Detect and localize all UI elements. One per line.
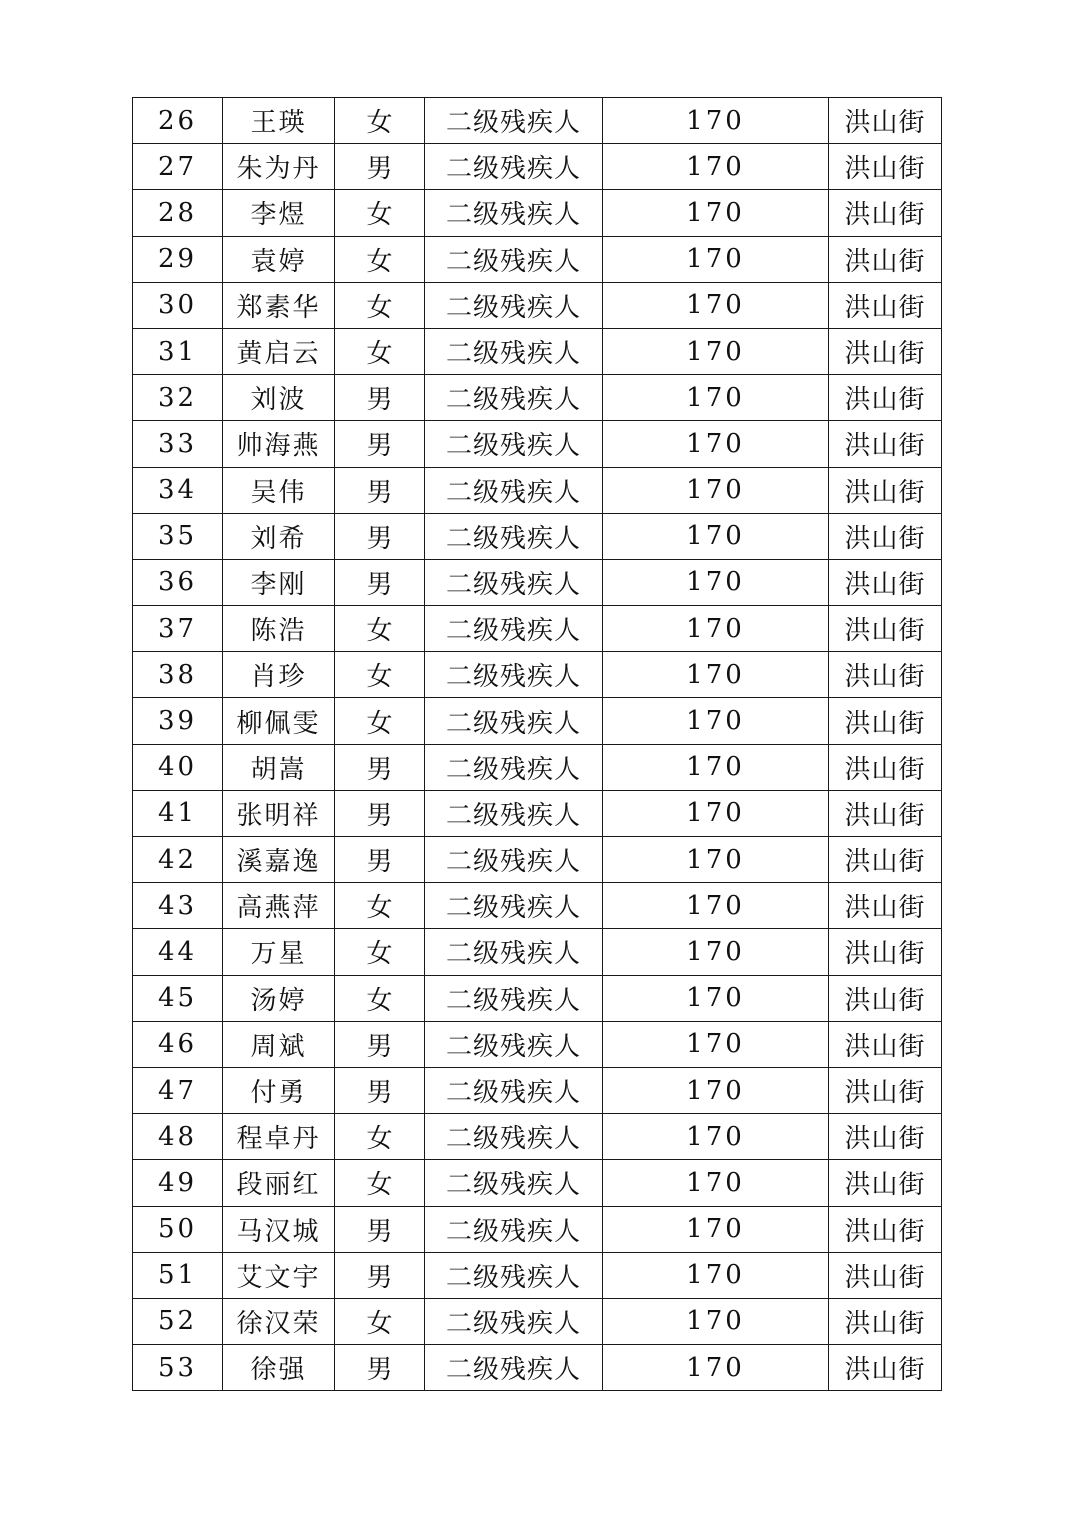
- table-row: [133, 652, 942, 698]
- amount-cell: 170: [603, 698, 829, 744]
- amount-cell: 170: [603, 421, 829, 467]
- row-number-cell: 26: [133, 98, 223, 144]
- street-cell: 洪山街: [829, 98, 942, 144]
- disability-level-cell: 二级残疾人: [425, 837, 603, 883]
- amount-cell: 170: [603, 1345, 829, 1391]
- document-page: [132, 97, 942, 1391]
- amount-cell: 170: [603, 513, 829, 559]
- name-cell: 万星: [223, 929, 335, 975]
- row-number-cell: 46: [133, 1021, 223, 1067]
- street-cell: 洪山街: [829, 328, 942, 374]
- row-number-cell: 33: [133, 421, 223, 467]
- street-cell: 洪山街: [829, 236, 942, 282]
- disability-level-cell: 二级残疾人: [425, 1114, 603, 1160]
- gender-cell: 女: [335, 883, 425, 929]
- disability-level-cell: 二级残疾人: [425, 652, 603, 698]
- gender-cell: 男: [335, 467, 425, 513]
- street-cell: 洪山街: [829, 1345, 942, 1391]
- gender-cell: 男: [335, 375, 425, 421]
- disability-level-cell: 二级残疾人: [425, 606, 603, 652]
- amount-cell: 170: [603, 190, 829, 236]
- disability-level-cell: 二级残疾人: [425, 1345, 603, 1391]
- name-cell: 刘希: [223, 513, 335, 559]
- row-number-cell: 32: [133, 375, 223, 421]
- row-number-cell: 39: [133, 698, 223, 744]
- disability-level-cell: 二级残疾人: [425, 1206, 603, 1252]
- row-number-cell: 52: [133, 1298, 223, 1344]
- row-number-cell: 50: [133, 1206, 223, 1252]
- name-cell: 吴伟: [223, 467, 335, 513]
- amount-cell: 170: [603, 975, 829, 1021]
- table-row: [133, 1298, 942, 1344]
- street-cell: 洪山街: [829, 975, 942, 1021]
- row-number-cell: 35: [133, 513, 223, 559]
- street-cell: 洪山街: [829, 1160, 942, 1206]
- row-number-cell: 30: [133, 282, 223, 328]
- street-cell: 洪山街: [829, 559, 942, 605]
- disability-level-cell: 二级残疾人: [425, 698, 603, 744]
- disability-level-cell: 二级残疾人: [425, 513, 603, 559]
- row-number-cell: 51: [133, 1252, 223, 1298]
- table-row: [133, 559, 942, 605]
- name-cell: 胡嵩: [223, 744, 335, 790]
- amount-cell: 170: [603, 1252, 829, 1298]
- name-cell: 袁婷: [223, 236, 335, 282]
- disability-level-cell: 二级残疾人: [425, 790, 603, 836]
- table-row: [133, 421, 942, 467]
- amount-cell: 170: [603, 282, 829, 328]
- row-number-cell: 42: [133, 837, 223, 883]
- street-cell: 洪山街: [829, 375, 942, 421]
- disability-level-cell: 二级残疾人: [425, 190, 603, 236]
- row-number-cell: 34: [133, 467, 223, 513]
- row-number-cell: 40: [133, 744, 223, 790]
- table-row: [133, 467, 942, 513]
- amount-cell: 170: [603, 1114, 829, 1160]
- amount-cell: 170: [603, 652, 829, 698]
- row-number-cell: 38: [133, 652, 223, 698]
- street-cell: 洪山街: [829, 1252, 942, 1298]
- street-cell: 洪山街: [829, 282, 942, 328]
- street-cell: 洪山街: [829, 744, 942, 790]
- table-row: [133, 1252, 942, 1298]
- amount-cell: 170: [603, 883, 829, 929]
- disability-level-cell: 二级残疾人: [425, 98, 603, 144]
- row-number-cell: 37: [133, 606, 223, 652]
- gender-cell: 男: [335, 1206, 425, 1252]
- name-cell: 高燕萍: [223, 883, 335, 929]
- gender-cell: 男: [335, 1067, 425, 1113]
- name-cell: 徐汉荣: [223, 1298, 335, 1344]
- gender-cell: 男: [335, 421, 425, 467]
- disability-level-cell: 二级残疾人: [425, 744, 603, 790]
- street-cell: 洪山街: [829, 1206, 942, 1252]
- disability-level-cell: 二级残疾人: [425, 559, 603, 605]
- disability-level-cell: 二级残疾人: [425, 1298, 603, 1344]
- name-cell: 汤婷: [223, 975, 335, 1021]
- table-row: [133, 606, 942, 652]
- street-cell: 洪山街: [829, 698, 942, 744]
- gender-cell: 男: [335, 1345, 425, 1391]
- street-cell: 洪山街: [829, 837, 942, 883]
- name-cell: 王瑛: [223, 98, 335, 144]
- amount-cell: 170: [603, 1160, 829, 1206]
- name-cell: 张明祥: [223, 790, 335, 836]
- name-cell: 帅海燕: [223, 421, 335, 467]
- table-row: [133, 328, 942, 374]
- gender-cell: 男: [335, 144, 425, 190]
- amount-cell: 170: [603, 375, 829, 421]
- row-number-cell: 41: [133, 790, 223, 836]
- disability-level-cell: 二级残疾人: [425, 236, 603, 282]
- table-row: [133, 144, 942, 190]
- table-row: [133, 790, 942, 836]
- gender-cell: 男: [335, 559, 425, 605]
- table-row: [133, 98, 942, 144]
- disability-level-cell: 二级残疾人: [425, 375, 603, 421]
- roster-table-body: [133, 98, 942, 1391]
- street-cell: 洪山街: [829, 513, 942, 559]
- table-row: [133, 698, 942, 744]
- table-row: [133, 1160, 942, 1206]
- street-cell: 洪山街: [829, 1067, 942, 1113]
- gender-cell: 女: [335, 190, 425, 236]
- street-cell: 洪山街: [829, 1114, 942, 1160]
- amount-cell: 170: [603, 744, 829, 790]
- gender-cell: 女: [335, 1114, 425, 1160]
- gender-cell: 女: [335, 652, 425, 698]
- name-cell: 肖珍: [223, 652, 335, 698]
- name-cell: 段丽红: [223, 1160, 335, 1206]
- table-row: [133, 1114, 942, 1160]
- gender-cell: 男: [335, 513, 425, 559]
- table-row: [133, 929, 942, 975]
- name-cell: 黄启云: [223, 328, 335, 374]
- row-number-cell: 43: [133, 883, 223, 929]
- name-cell: 徐强: [223, 1345, 335, 1391]
- gender-cell: 女: [335, 929, 425, 975]
- street-cell: 洪山街: [829, 883, 942, 929]
- table-row: [133, 837, 942, 883]
- street-cell: 洪山街: [829, 467, 942, 513]
- table-row: [133, 883, 942, 929]
- street-cell: 洪山街: [829, 144, 942, 190]
- disability-level-cell: 二级残疾人: [425, 144, 603, 190]
- gender-cell: 女: [335, 1298, 425, 1344]
- row-number-cell: 44: [133, 929, 223, 975]
- amount-cell: 170: [603, 1206, 829, 1252]
- table-row: [133, 190, 942, 236]
- street-cell: 洪山街: [829, 929, 942, 975]
- amount-cell: 170: [603, 559, 829, 605]
- gender-cell: 男: [335, 790, 425, 836]
- amount-cell: 170: [603, 790, 829, 836]
- name-cell: 朱为丹: [223, 144, 335, 190]
- amount-cell: 170: [603, 144, 829, 190]
- gender-cell: 男: [335, 744, 425, 790]
- row-number-cell: 27: [133, 144, 223, 190]
- amount-cell: 170: [603, 236, 829, 282]
- gender-cell: 男: [335, 1252, 425, 1298]
- name-cell: 马汉城: [223, 1206, 335, 1252]
- disability-level-cell: 二级残疾人: [425, 883, 603, 929]
- roster-table: [132, 97, 942, 1391]
- table-row: [133, 375, 942, 421]
- street-cell: 洪山街: [829, 1021, 942, 1067]
- street-cell: 洪山街: [829, 1298, 942, 1344]
- amount-cell: 170: [603, 1021, 829, 1067]
- street-cell: 洪山街: [829, 606, 942, 652]
- table-row: [133, 744, 942, 790]
- name-cell: 李煜: [223, 190, 335, 236]
- name-cell: 刘波: [223, 375, 335, 421]
- amount-cell: 170: [603, 328, 829, 374]
- row-number-cell: 48: [133, 1114, 223, 1160]
- name-cell: 陈浩: [223, 606, 335, 652]
- street-cell: 洪山街: [829, 190, 942, 236]
- amount-cell: 170: [603, 929, 829, 975]
- name-cell: 程卓丹: [223, 1114, 335, 1160]
- table-row: [133, 1021, 942, 1067]
- table-row: [133, 282, 942, 328]
- gender-cell: 女: [335, 236, 425, 282]
- street-cell: 洪山街: [829, 652, 942, 698]
- disability-level-cell: 二级残疾人: [425, 975, 603, 1021]
- amount-cell: 170: [603, 606, 829, 652]
- name-cell: 柳佩雯: [223, 698, 335, 744]
- disability-level-cell: 二级残疾人: [425, 929, 603, 975]
- name-cell: 付勇: [223, 1067, 335, 1113]
- amount-cell: 170: [603, 1298, 829, 1344]
- disability-level-cell: 二级残疾人: [425, 282, 603, 328]
- name-cell: 溪嘉逸: [223, 837, 335, 883]
- row-number-cell: 28: [133, 190, 223, 236]
- table-row: [133, 513, 942, 559]
- gender-cell: 男: [335, 837, 425, 883]
- gender-cell: 女: [335, 975, 425, 1021]
- disability-level-cell: 二级残疾人: [425, 1021, 603, 1067]
- table-row: [133, 1345, 942, 1391]
- gender-cell: 女: [335, 328, 425, 374]
- row-number-cell: 31: [133, 328, 223, 374]
- row-number-cell: 53: [133, 1345, 223, 1391]
- table-row: [133, 1206, 942, 1252]
- disability-level-cell: 二级残疾人: [425, 421, 603, 467]
- gender-cell: 女: [335, 606, 425, 652]
- amount-cell: 170: [603, 98, 829, 144]
- table-row: [133, 975, 942, 1021]
- disability-level-cell: 二级残疾人: [425, 1252, 603, 1298]
- amount-cell: 170: [603, 837, 829, 883]
- row-number-cell: 29: [133, 236, 223, 282]
- row-number-cell: 47: [133, 1067, 223, 1113]
- row-number-cell: 36: [133, 559, 223, 605]
- gender-cell: 女: [335, 698, 425, 744]
- gender-cell: 女: [335, 98, 425, 144]
- name-cell: 周斌: [223, 1021, 335, 1067]
- street-cell: 洪山街: [829, 421, 942, 467]
- disability-level-cell: 二级残疾人: [425, 1160, 603, 1206]
- table-row: [133, 236, 942, 282]
- row-number-cell: 45: [133, 975, 223, 1021]
- gender-cell: 女: [335, 1160, 425, 1206]
- amount-cell: 170: [603, 467, 829, 513]
- disability-level-cell: 二级残疾人: [425, 1067, 603, 1113]
- disability-level-cell: 二级残疾人: [425, 328, 603, 374]
- name-cell: 艾文宇: [223, 1252, 335, 1298]
- name-cell: 李刚: [223, 559, 335, 605]
- table-row: [133, 1067, 942, 1113]
- gender-cell: 男: [335, 1021, 425, 1067]
- row-number-cell: 49: [133, 1160, 223, 1206]
- street-cell: 洪山街: [829, 790, 942, 836]
- disability-level-cell: 二级残疾人: [425, 467, 603, 513]
- amount-cell: 170: [603, 1067, 829, 1113]
- gender-cell: 女: [335, 282, 425, 328]
- name-cell: 郑素华: [223, 282, 335, 328]
